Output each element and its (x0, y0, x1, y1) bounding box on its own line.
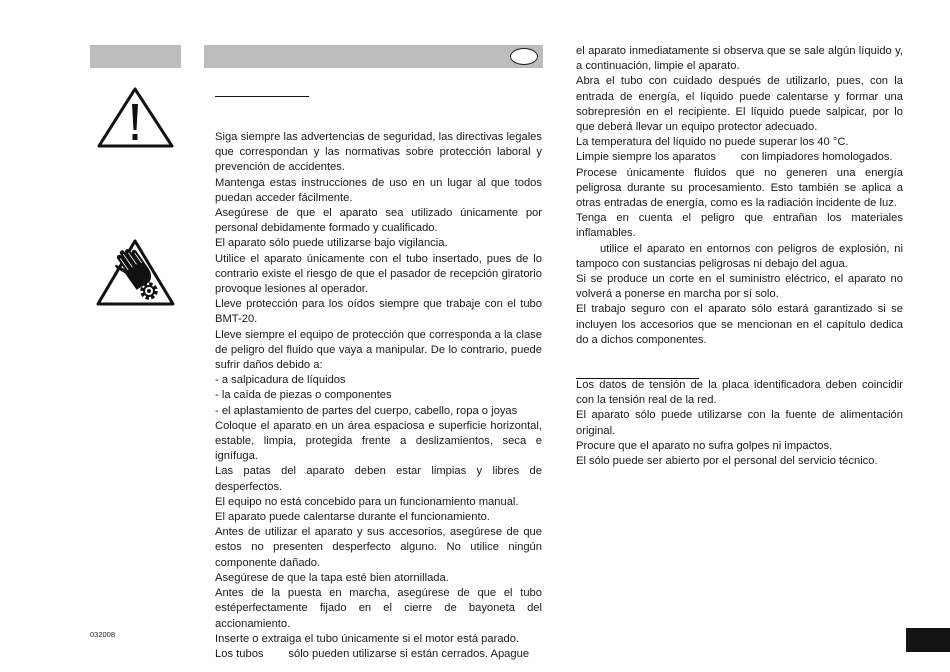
paragraph: Asegúrese de que la tapa esté bien atornillada. (215, 571, 449, 584)
left-text-column (215, 130, 542, 662)
paragraph: El aparato sólo puede utilizarse bajo vigilancia. (215, 237, 448, 250)
paragraph: Tenga en cuenta el peligro que entrañan los materiales inflamables. (576, 212, 903, 240)
paragraph: Antes de utilizar el aparato y sus accesorios, asegúrese de que estos no presenten desperfecto alguno. No utilice ningún componente dañado. (215, 526, 542, 569)
paragraph: Limpie siempre los aparatos con limpiadores homologados. (576, 151, 893, 164)
paragraph: La temperatura del líquido no puede superar los 40 °C. (576, 136, 849, 149)
paragraph: El sólo puede ser abierto por el personal del servicio técnico. (576, 455, 878, 468)
hand-rotating-gear-icon (96, 238, 176, 308)
paragraph: Inserte o extraiga el tubo únicamente si el motor está parado. (215, 632, 520, 645)
list-item: - la caída de piezas o componentes (215, 389, 392, 402)
paragraph: El equipo no está concebido para un funcionamiento manual. (215, 495, 519, 508)
section-gap (576, 363, 903, 378)
paragraph: Utilice el aparato únicamente con el tubo insertado, pues de lo contrario existe el riesgo de que el pasador de recepción giratorio provoque lesiones al operador. (215, 252, 542, 296)
paragraph: Las patas del aparato deben estar limpias y libres de desperfectos. (215, 465, 542, 493)
section-title-underline (215, 96, 309, 97)
paragraph: El aparato puede calentarse durante el funcionamiento. (215, 511, 490, 524)
paragraph: Los datos de tensión de la placa identificadora deben coincidir con la tensión real de la red. (576, 379, 903, 407)
paragraph: El aparato sólo puede utilizarse con la fuente de alimentación original. (576, 409, 903, 437)
paragraph: Siga siempre las advertencias de seguridad, las directivas legales que correspondan y las normativas sobre protección laboral y prevención de accidentes. (215, 131, 542, 174)
paragraph: Abra el tubo con cuidado después de utilizarlo, pues, con la entrada de energía, el líquido puede calentarse y formar una sobrepresión en el recipiente. El líquido puede salpicar, por lo que deberá llevar un equipo protector adecuado. (576, 75, 903, 134)
paragraph: Asegúrese de que el aparato sea utilizado únicamente por personal debidamente formado y cualificado. (215, 207, 542, 235)
paragraph: Los tubos sólo pueden utilizarse si están cerrados. Apague (215, 647, 530, 660)
right-text-column (576, 44, 907, 469)
paragraph: Si se produce un corte en el suministro eléctrico, el aparato no volverá a ponerse en marcha por sí solo. (576, 273, 903, 301)
list-item: - el aplastamiento de partes del cuerpo, cabello, ropa o joyas (215, 404, 518, 417)
list-item: - a salpicadura de líquidos (215, 374, 346, 387)
document-code: 032008 (90, 630, 116, 639)
section-gap (576, 348, 903, 363)
paragraph: Antes de la puesta en marcha, asegúrese de que el tubo estéperfectamente fijado en el cierre de bayoneta del accionamiento. (215, 587, 542, 630)
section-header-bar (204, 45, 543, 68)
page-edge-tab (906, 628, 950, 652)
paragraph: Lleve protección para los oídos siempre que trabaje con el tubo BMT-20. (215, 298, 542, 326)
paragraph: utilice el aparato en entornos con peligros de explosión, ni tampoco con sustancias peligrosas ni debajo del agua. (576, 242, 907, 270)
paragraph: El trabajo seguro con el aparato sólo estará garantizado si se incluyen los accesorios que se mencionan en el capítulo dedica do a dichos componentes. (576, 303, 903, 346)
paragraph: Procese únicamente fluidos que no generen una energía peligrosa durante su procesamiento. Esto también se aplica a otras entradas de energía, como es la radiación incidente de luz. (576, 166, 903, 210)
header-bar-left (90, 45, 181, 68)
warning-triangle-icon (96, 84, 176, 150)
language-badge (510, 48, 538, 65)
paragraph: Procure que el aparato no sufra golpes ni impactos. (576, 439, 833, 452)
paragraph: Coloque el aparato en un área espaciosa e superficie horizontal, estable, limpia, protegida frente a deslizamientos, seca e ignífuga. (215, 419, 542, 463)
paragraph: Mantenga estas instrucciones de uso en un lugar al que todos puedan acceder fácilmente. (215, 176, 542, 204)
paragraph: el aparato inmediatamente si observa que se sale algún líquido y, a continuación, limpie el aparato. (576, 45, 903, 73)
paragraph: Lleve siempre el equipo de protección que corresponda a la clase de peligro del fluido que vaya a manipular. De lo contrario, puede sufrir daños debido a: (215, 328, 542, 372)
